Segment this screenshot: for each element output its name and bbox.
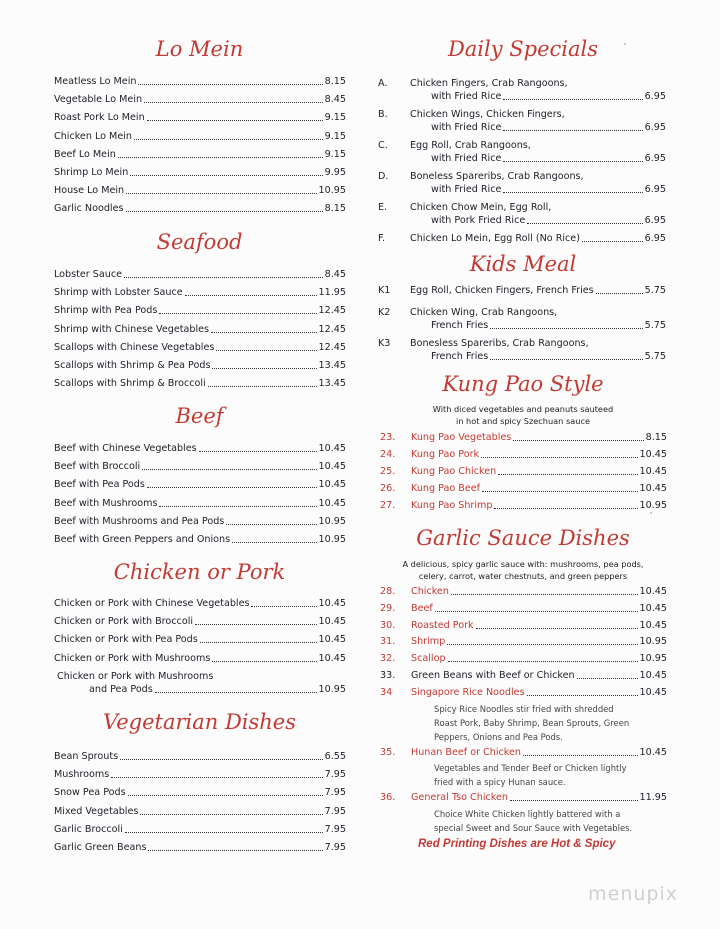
menu-item-row — [431, 91, 666, 103]
item-name: Lobster Sauce — [54, 269, 123, 280]
item-name: Shrimp with Pea Pods — [54, 305, 158, 317]
menu-item-row — [54, 149, 346, 161]
item-number: 25. — [380, 466, 396, 478]
item-price: 8.15 — [324, 203, 346, 215]
item-price: 8.15 — [645, 432, 667, 443]
item-description: fried with a spicy Hunan sauce. — [434, 777, 566, 788]
leader-dots — [582, 241, 643, 242]
menu-item-row — [410, 285, 666, 297]
item-name: Chicken Wings, Chicken Fingers, — [410, 109, 565, 120]
menu-item-row — [411, 483, 667, 495]
leader-dots — [134, 139, 323, 140]
item-price: 10.95 — [318, 534, 346, 545]
chicken-pork-last-row — [89, 684, 346, 696]
item-price: 10.45 — [639, 602, 667, 614]
leader-dots — [128, 795, 323, 796]
item-name: Kung Pao Chicken — [411, 466, 497, 478]
item-price: 10.95 — [639, 653, 667, 665]
menu-item-row — [54, 653, 346, 665]
hot-spicy-note: Red Printing Dishes are Hot & Spicy — [418, 838, 616, 850]
item-name: Chicken or Pork with Pea Pods — [54, 634, 198, 646]
menu-item-row — [411, 500, 667, 512]
leader-dots — [199, 451, 317, 452]
menu-item-row — [54, 479, 346, 491]
leader-dots — [148, 850, 322, 851]
item-price: 8.15 — [324, 76, 346, 87]
lo-mein-heading: Lo Mein — [155, 37, 244, 61]
menu-item-row — [411, 586, 667, 598]
menu-item-row — [54, 167, 346, 179]
menu-item-row — [411, 653, 667, 665]
menu-item-row — [54, 787, 346, 799]
item-price: 6.95 — [644, 214, 666, 226]
item-name: Garlic Broccoli — [54, 823, 123, 835]
leader-dots — [185, 295, 317, 296]
leader-dots — [147, 487, 317, 488]
menu-item-row — [54, 616, 346, 628]
leader-dots — [482, 491, 638, 492]
item-name: Egg Roll, Chicken Fingers, French Fries — [410, 285, 594, 296]
menu-item-row — [54, 498, 346, 510]
garlic-sauce-note-line1: A delicious, spicy garlic sauce with: mushrooms, pea pods, — [402, 559, 644, 569]
item-price: 7.95 — [324, 769, 346, 781]
item-name: Kung Pao Vegetables — [411, 432, 512, 443]
item-price: 10.45 — [639, 686, 667, 698]
item-number: 35. — [380, 746, 396, 758]
leader-dots — [494, 508, 637, 509]
leader-dots — [503, 161, 642, 162]
item-price: 10.45 — [639, 670, 667, 681]
menu-item-row — [54, 751, 346, 763]
item-number: 30. — [380, 619, 396, 631]
menu-item-row — [431, 215, 666, 227]
leader-dots — [212, 368, 316, 369]
item-price: 13.45 — [318, 378, 346, 390]
leader-dots — [513, 440, 643, 441]
leader-dots — [147, 120, 323, 121]
menu-item-row — [411, 687, 667, 699]
item-name: Shrimp with Lobster Sauce — [54, 287, 183, 299]
item-name: Scallops with Shrimp & Broccoli — [54, 378, 206, 390]
item-price: 8.45 — [324, 94, 346, 106]
item-name: Garlic Noodles — [54, 203, 124, 215]
item-name: Beef — [411, 602, 433, 614]
item-name: Chicken Chow Mein, Egg Roll, — [410, 202, 552, 213]
item-price: 11.95 — [639, 792, 667, 804]
item-description: special Sweet and Sour Sauce with Vegetables. — [434, 823, 633, 834]
leader-dots — [126, 211, 323, 212]
leader-dots — [144, 102, 323, 103]
item-name: House Lo Mein — [54, 185, 125, 197]
item-price: 10.45 — [318, 598, 346, 609]
item-description: Peppers, Onions and Pea Pods. — [434, 731, 563, 742]
menu-item-row — [54, 342, 346, 354]
item-price: 10.95 — [318, 185, 346, 197]
item-name: French Fries — [431, 319, 489, 331]
menu-item-row — [411, 620, 667, 632]
menu-item-row — [54, 324, 346, 336]
item-price: 6.95 — [644, 90, 666, 102]
leader-dots — [216, 350, 316, 351]
kung-pao-note-line2: in hot and spicy Szechuan sauce — [455, 416, 590, 426]
menu-item-row — [54, 112, 346, 124]
item-number: 33. — [380, 670, 396, 681]
menu-item-row — [54, 461, 346, 473]
menu-item-row — [54, 806, 346, 818]
item-name: Shrimp — [411, 636, 446, 648]
item-name: Chicken or Pork with Chinese Vegetables — [54, 598, 250, 609]
item-name: Scallops with Shrimp & Pea Pods — [54, 360, 211, 371]
leader-dots — [140, 814, 322, 815]
item-price: 7.95 — [324, 787, 346, 799]
daily-specials-heading: Daily Specials — [447, 37, 599, 61]
leader-dots — [120, 759, 323, 760]
item-name: General Tso Chicken — [411, 792, 508, 804]
leader-dots — [232, 542, 316, 543]
paper-speck — [650, 512, 652, 514]
menu-item-row — [431, 153, 666, 165]
item-number: 29. — [380, 602, 396, 614]
menupix-watermark: menupix — [588, 883, 678, 905]
item-price: 10.45 — [639, 466, 667, 478]
menu-item-row — [54, 769, 346, 781]
item-number: C. — [378, 140, 388, 151]
paper-speck — [624, 43, 626, 45]
leader-dots — [510, 800, 638, 801]
leader-dots — [503, 99, 642, 100]
item-number: 32. — [380, 653, 396, 665]
item-price: 12.45 — [318, 341, 346, 353]
leader-dots — [596, 293, 643, 294]
menu-item-row — [54, 824, 346, 836]
item-name: Beef with Chinese Vegetables — [54, 443, 197, 454]
item-name: with Fried Rice — [431, 183, 502, 195]
item-price: 9.15 — [324, 148, 346, 160]
item-name: Mushrooms — [54, 769, 110, 781]
menu-item-row — [431, 184, 666, 196]
garlic-sauce-note-line2: celery, carrot, water chestnuts, and green peppers — [418, 571, 628, 581]
item-name: with Pork Fried Rice — [431, 214, 526, 226]
menu-item-row — [54, 598, 346, 610]
seafood-heading: Seafood — [156, 230, 243, 254]
item-name: Green Beans with Beef or Chicken — [411, 670, 575, 681]
menu-item-row — [54, 131, 346, 143]
kung-pao-note — [378, 403, 668, 427]
item-name: Shrimp Lo Mein — [54, 167, 129, 178]
item-number: K3 — [378, 338, 391, 349]
menu-item-row — [411, 449, 667, 461]
item-name: Beef with Green Peppers and Onions — [54, 534, 231, 545]
item-price: 10.45 — [639, 586, 667, 597]
item-name: Kung Pao Pork — [411, 449, 480, 461]
item-price: 10.45 — [318, 634, 346, 646]
item-name: with Fried Rice — [431, 121, 502, 133]
kung-pao-note-line1: With diced vegetables and peanuts sauteed — [432, 404, 614, 414]
item-name: Meatless Lo Mein — [54, 76, 137, 87]
menu-item-row — [54, 516, 346, 528]
item-name: Kung Pao Shrimp — [411, 500, 493, 512]
item-name: Mixed Vegetables — [54, 805, 139, 817]
item-name: Chicken or Pork with Mushrooms — [54, 652, 211, 664]
item-name: Chicken Lo Mein, Egg Roll (No Rice) — [410, 233, 580, 244]
item-price: 12.45 — [318, 323, 346, 335]
item-name: Chicken Fingers, Crab Rangoons, — [410, 78, 568, 89]
item-name: Beef with Broccoli — [54, 461, 141, 473]
item-price: 12.45 — [318, 305, 346, 317]
item-name: Roasted Pork — [411, 619, 474, 631]
leader-dots — [577, 678, 638, 679]
leader-dots — [527, 223, 642, 224]
item-number: K2 — [378, 307, 391, 318]
item-name: Scallop — [411, 653, 446, 665]
item-price: 5.75 — [644, 350, 666, 362]
menu-item-row — [54, 634, 346, 646]
leader-dots — [111, 777, 322, 778]
item-name: Egg Roll, Crab Rangoons, — [410, 140, 531, 151]
item-price: 13.45 — [318, 360, 346, 371]
menu-item-row — [54, 443, 346, 455]
menu-item-row — [54, 269, 346, 281]
item-name: with Fried Rice — [431, 90, 502, 102]
item-price: 11.95 — [318, 287, 346, 299]
leader-dots — [211, 332, 316, 333]
item-number: 23. — [380, 432, 396, 443]
item-price: 10.45 — [318, 616, 346, 628]
item-name: and Pea Pods — [89, 684, 153, 695]
menu-item-row — [431, 320, 666, 332]
leader-dots — [195, 624, 317, 625]
item-name: Shrimp with Chinese Vegetables — [54, 323, 210, 335]
item-description: Choice White Chicken lightly battered with a — [434, 809, 621, 820]
item-price: 10.45 — [318, 652, 346, 664]
item-name: Beef with Pea Pods — [54, 479, 145, 491]
item-name: Garlic Green Beans — [54, 842, 147, 853]
leader-dots — [126, 193, 316, 194]
item-price: 9.15 — [324, 112, 346, 124]
leader-dots — [451, 594, 638, 595]
item-number: K1 — [378, 285, 391, 296]
item-price: 7.95 — [324, 805, 346, 817]
item-number: D. — [378, 171, 389, 182]
menu-item-row — [54, 287, 346, 299]
item-name: Kung Pao Beef — [411, 483, 481, 495]
menu-item-row — [54, 378, 346, 390]
item-price: 10.95 — [318, 684, 346, 695]
item-price: 5.75 — [644, 319, 666, 331]
leader-dots — [142, 469, 316, 470]
menu-item-row — [431, 351, 666, 363]
leader-dots — [159, 506, 316, 507]
menu-item-row — [54, 203, 346, 215]
item-name: Bonesless Spareribs, Crab Rangoons, — [410, 338, 589, 349]
leader-dots — [130, 175, 322, 176]
item-name: Singapore Rice Noodles — [411, 686, 525, 698]
leader-dots — [447, 644, 637, 645]
item-name: Boneless Spareribs, Crab Rangoons, — [410, 171, 584, 182]
item-name: Bean Sprouts — [54, 751, 119, 762]
item-name: Chicken Wing, Crab Rangoons, — [410, 307, 558, 318]
item-name: Beef Lo Mein — [54, 148, 116, 160]
beef-heading: Beef — [175, 404, 224, 428]
menu-item-row — [411, 466, 667, 478]
kids-meal-heading: Kids Meal — [469, 252, 577, 276]
item-name: Chicken or Pork with Broccoli — [54, 616, 194, 628]
item-description: Roast Pork, Baby Shrimp, Bean Sprouts, Green — [434, 717, 630, 728]
item-price: 10.95 — [639, 500, 667, 512]
item-number: A. — [378, 78, 388, 89]
item-price: 6.55 — [324, 751, 346, 762]
leader-dots — [118, 157, 323, 158]
item-price: 5.75 — [644, 285, 666, 296]
leader-dots — [208, 386, 317, 387]
item-description: Vegetables and Tender Beef or Chicken lightly — [434, 763, 627, 774]
item-name: with Fried Rice — [431, 152, 502, 164]
item-name: Beef with Mushrooms — [54, 497, 158, 509]
menu-item-row — [411, 432, 667, 444]
item-number: E. — [378, 202, 388, 213]
item-number: 28. — [380, 586, 396, 597]
leader-dots — [251, 606, 316, 607]
item-name: Hunan Beef or Chicken — [411, 746, 521, 758]
leader-dots — [448, 661, 638, 662]
item-price: 10.45 — [318, 461, 346, 473]
menu-item-row — [54, 185, 346, 197]
menu-item-row — [411, 636, 667, 648]
menu-item-row — [410, 233, 666, 245]
item-number: F. — [378, 233, 386, 244]
vegetarian-heading: Vegetarian Dishes — [102, 710, 297, 734]
item-name: Roast Pork Lo Mein — [54, 112, 145, 124]
item-price: 9.15 — [324, 130, 346, 142]
item-number: 26. — [380, 483, 396, 495]
menu-item-row — [411, 792, 667, 804]
menu-item-row — [54, 534, 346, 546]
item-price: 9.95 — [324, 167, 346, 178]
leader-dots — [503, 130, 642, 131]
item-price: 10.45 — [318, 497, 346, 509]
item-name: Vegetable Lo Mein — [54, 94, 143, 106]
menu-item-row — [431, 122, 666, 134]
item-name: Scallops with Chinese Vegetables — [54, 341, 215, 353]
leader-dots — [159, 313, 316, 314]
leader-dots — [527, 695, 638, 696]
leader-dots — [481, 457, 637, 458]
item-price: 7.95 — [324, 842, 346, 853]
item-number: 27. — [380, 500, 396, 512]
menu-item-row — [54, 305, 346, 317]
item-name: Snow Pea Pods — [54, 787, 126, 799]
menu-item-row — [54, 94, 346, 106]
leader-dots — [498, 474, 637, 475]
item-number: B. — [378, 109, 388, 120]
menu-item-row — [54, 842, 346, 854]
item-price: 10.45 — [639, 746, 667, 758]
leader-dots — [138, 84, 322, 85]
item-price: 10.45 — [318, 443, 346, 454]
item-number: 34 — [380, 686, 393, 698]
item-name: Chicken Lo Mein — [54, 130, 132, 142]
item-number: 31. — [380, 636, 396, 648]
leader-dots — [490, 328, 642, 329]
item-name: Beef with Mushrooms and Pea Pods — [54, 515, 225, 527]
item-name: Chicken — [411, 586, 449, 597]
leader-dots — [124, 277, 323, 278]
garlic-sauce-heading: Garlic Sauce Dishes — [416, 526, 630, 550]
leader-dots — [490, 359, 642, 360]
leader-dots — [212, 661, 316, 662]
menu-item-row — [411, 603, 667, 615]
item-description: Spicy Rice Noodles stir fried with shredded — [434, 703, 614, 714]
menu-item-row — [54, 76, 346, 88]
menu-item-row — [54, 360, 346, 372]
item-price: 6.95 — [644, 121, 666, 133]
leader-dots — [200, 642, 317, 643]
item-price: 6.95 — [644, 152, 666, 164]
item-price: 10.95 — [318, 515, 346, 527]
leader-dots — [226, 524, 316, 525]
leader-dots — [435, 611, 638, 612]
item-price: 7.95 — [324, 823, 346, 835]
leader-dots — [476, 628, 638, 629]
kung-pao-heading: Kung Pao Style — [442, 372, 604, 396]
item-price: 10.45 — [639, 619, 667, 631]
menu-item-row — [411, 670, 667, 682]
item-number: 24. — [380, 449, 396, 461]
item-price: 10.45 — [639, 483, 667, 495]
leader-dots — [523, 755, 638, 756]
item-price: 10.45 — [639, 449, 667, 461]
item-name: French Fries — [431, 350, 489, 362]
garlic-sauce-note — [378, 558, 668, 582]
item-number: 36. — [380, 792, 396, 804]
leader-dots — [125, 832, 323, 833]
menu-item-row — [411, 747, 667, 759]
item-price: 8.45 — [324, 269, 346, 280]
chicken-pork-last-line1: Chicken or Pork with Mushrooms — [57, 671, 214, 682]
item-price: 10.45 — [318, 479, 346, 491]
item-price: 6.95 — [644, 183, 666, 195]
item-price: 10.95 — [639, 636, 667, 648]
item-price: 6.95 — [644, 233, 666, 244]
chicken-pork-heading: Chicken or Pork — [113, 560, 286, 584]
leader-dots — [503, 192, 642, 193]
leader-dots — [155, 692, 317, 693]
